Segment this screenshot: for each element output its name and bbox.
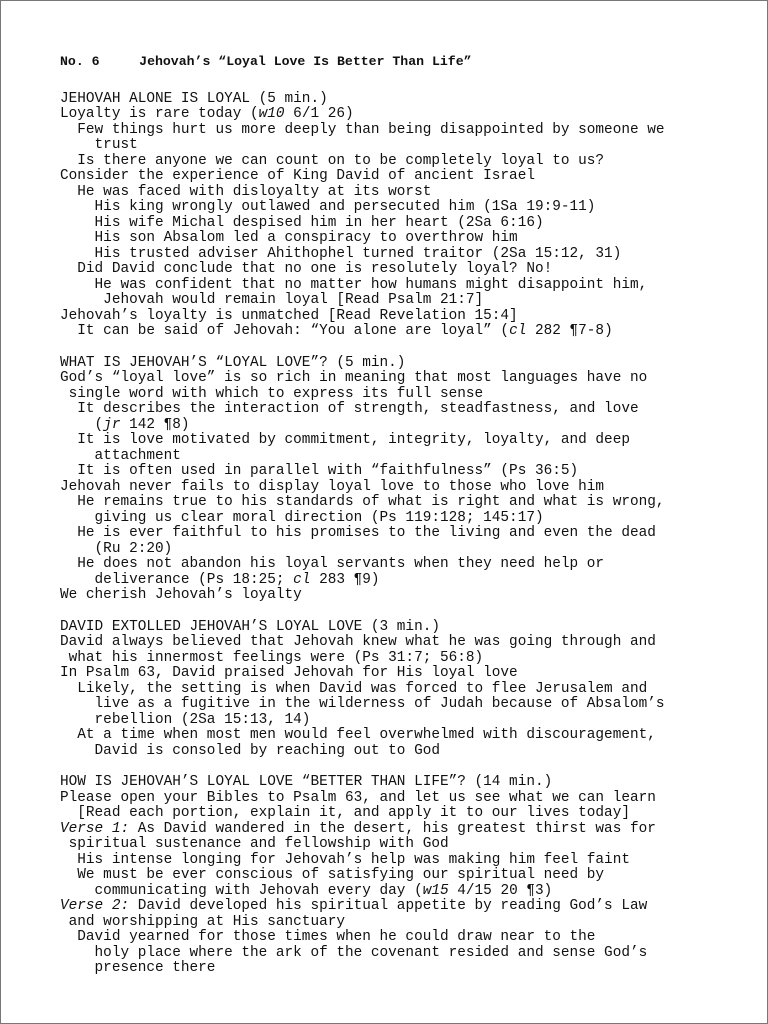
outline-line: holy place where the ark of the covenant resided and sense God’s <box>60 944 648 961</box>
outline-line: [Read each portion, explain it, and apply it to our lives today] <box>60 805 630 821</box>
italic-reference: Verse 2: <box>60 898 130 914</box>
outline-section <box>60 92 720 340</box>
outline-line: live as a fugitive in the wilderness of Judah because of Absalom’s <box>60 696 665 712</box>
outline-line: His king wrongly outlawed and persecuted him (1Sa 19:9-11) <box>60 199 596 215</box>
outline-line: Verse 2: David developed his spiritual appetite by reading God’s Law <box>60 898 648 914</box>
outline-line: Please open your Bibles to Psalm 63, and let us see what we can learn <box>60 789 656 806</box>
outline-line: Is there anyone we can count on to be completely loyal to us? <box>60 152 605 169</box>
outline-line: He is ever faithful to his promises to the living and even the dead <box>60 525 656 541</box>
outline-line: His wife Michal despised him in her heart (2Sa 6:16) <box>60 214 544 231</box>
outline-line: In Psalm 63, David praised Jehovah for His loyal love <box>60 665 518 681</box>
outline-line: Verse 1: As David wandered in the desert, his greatest thirst was for <box>60 820 656 837</box>
outline-line: (jr 142 ¶8) <box>60 416 190 433</box>
outline-line: It can be said of Jehovah: “You alone are loyal” (cl 282 ¶7-8) <box>60 323 613 339</box>
outline-line: It is love motivated by commitment, integrity, loyalty, and deep <box>60 432 630 448</box>
outline-line: spiritual sustenance and fellowship with God <box>60 836 449 852</box>
outline-line: His son Absalom led a conspiracy to overthrow him <box>60 230 518 246</box>
section-heading: WHAT IS JEHOVAH’S “LOYAL LOVE”? (5 min.) <box>60 354 406 371</box>
italic-reference: cl <box>509 323 527 339</box>
outline-line: It describes the interaction of strength, steadfastness, and love <box>60 401 639 417</box>
outline-line: At a time when most men would feel overwhelmed with discouragement, <box>60 727 656 743</box>
outline-line: God’s “loyal love” is so rich in meaning that most languages have no <box>60 370 648 386</box>
outline-line: His trusted adviser Ahithophel turned traitor (2Sa 15:12, 31) <box>60 245 622 262</box>
outline-content <box>60 54 720 993</box>
italic-reference: jr <box>103 416 121 433</box>
section-heading: JEHOVAH ALONE IS LOYAL (5 min.) <box>60 90 328 107</box>
outline-line: Jehovah would remain loyal [Read Psalm 21:7] <box>60 292 484 308</box>
outline-line: giving us clear moral direction (Ps 119:128; 145:17) <box>60 509 544 526</box>
outline-line: attachment <box>60 447 181 464</box>
outline-line: presence there <box>60 960 216 976</box>
outline-line: single word with which to express its full sense <box>60 385 484 402</box>
italic-reference: Verse 1: <box>60 820 130 837</box>
outline-section <box>60 775 720 977</box>
outline-line: Jehovah’s loyalty is unmatched [Read Revelation 15:4] <box>60 307 518 324</box>
italic-reference: cl <box>293 571 311 588</box>
outline-line: Consider the experience of King David of ancient Israel <box>60 168 535 184</box>
outline-line: David is consoled by reaching out to God <box>60 742 440 759</box>
outline-line: David yearned for those times when he could draw near to the <box>60 929 596 945</box>
outline-sections <box>60 92 720 977</box>
outline-line: and worshipping at His sanctuary <box>60 913 345 930</box>
talk-number: No. 6 <box>60 54 100 69</box>
outline-section <box>60 356 720 604</box>
outline-line: We cherish Jehovah’s loyalty <box>60 587 302 603</box>
outline-line: (Ru 2:20) <box>60 540 173 557</box>
outline-line: It is often used in parallel with “faithfulness” (Ps 36:5) <box>60 463 579 479</box>
outline-line: communicating with Jehovah every day (w15 4/15 20 ¶3) <box>60 882 553 899</box>
outline-line: He was faced with disloyalty at its worst <box>60 183 432 200</box>
outline-line: He does not abandon his loyal servants when they need help or <box>60 556 605 572</box>
document-title <box>60 54 720 70</box>
outline-line: deliverance (Ps 18:25; cl 283 ¶9) <box>60 571 380 588</box>
outline-line: Few things hurt us more deeply than being disappointed by someone we <box>60 121 665 138</box>
section-heading: HOW IS JEHOVAH’S LOYAL LOVE “BETTER THAN LIFE”? (14 min.) <box>60 774 553 790</box>
italic-reference: w10 <box>258 106 285 122</box>
section-heading: DAVID EXTOLLED JEHOVAH’S LOYAL LOVE (3 min.) <box>60 618 440 635</box>
outline-line: He was confident that no matter how humans might disappoint him, <box>60 276 648 293</box>
italic-reference: w15 <box>422 882 449 899</box>
outline-line: Did David conclude that no one is resolutely loyal? No! <box>60 261 553 277</box>
outline-line: Loyalty is rare today (w10 6/1 26) <box>60 106 354 122</box>
outline-line: what his innermost feelings were (Ps 31:7; 56:8) <box>60 649 484 666</box>
outline-line: Likely, the setting is when David was forced to flee Jerusalem and <box>60 680 648 697</box>
outline-section <box>60 620 720 760</box>
outline-line: His intense longing for Jehovah’s help was making him feel faint <box>60 851 630 868</box>
outline-line: Jehovah never fails to display loyal love to those who love him <box>60 478 605 495</box>
talk-title: Jehovah’s “Loyal Love Is Better Than Life” <box>139 54 472 69</box>
outline-line: David always believed that Jehovah knew what he was going through and <box>60 634 656 650</box>
outline-line: He remains true to his standards of what is right and what is wrong, <box>60 494 665 510</box>
outline-line: rebellion (2Sa 15:13, 14) <box>60 711 311 728</box>
outline-line: We must be ever conscious of satisfying our spiritual need by <box>60 867 605 883</box>
outline-line: trust <box>60 137 138 153</box>
